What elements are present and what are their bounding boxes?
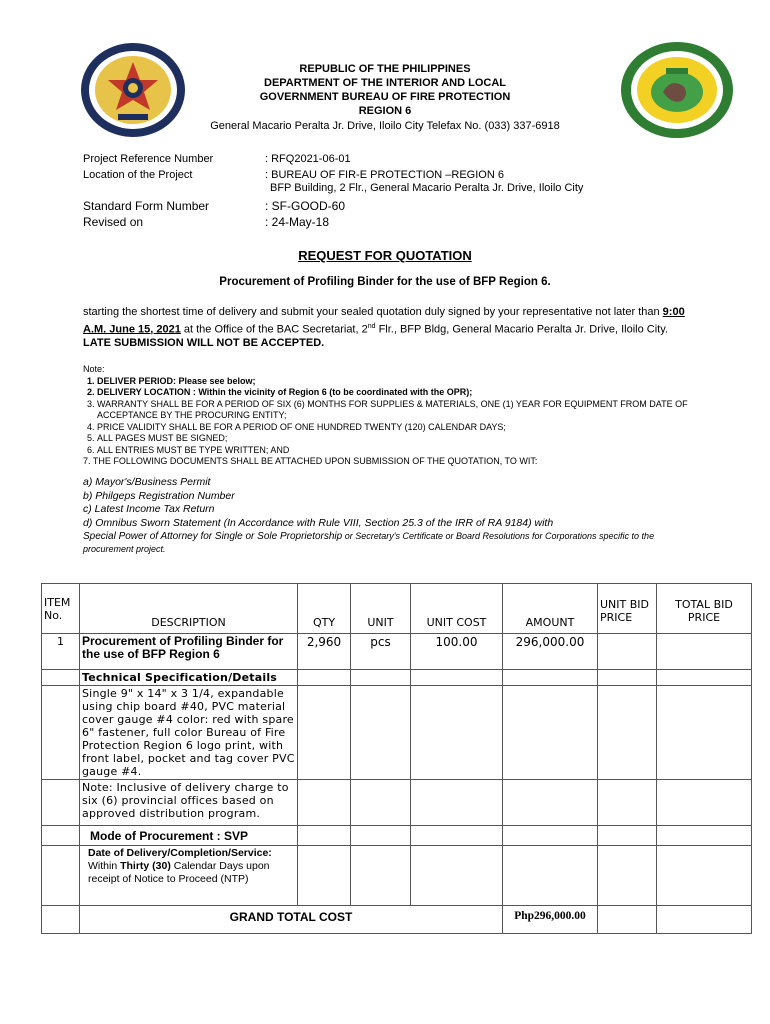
notes-block xyxy=(83,364,703,468)
notes-label: Note: xyxy=(83,364,105,374)
dilg-bfp-region6-seal-logo xyxy=(618,40,736,140)
table-row xyxy=(42,634,752,670)
delivery-date-label: Date of Delivery/Completion/Service: xyxy=(88,847,272,859)
note-item: 5. ALL PAGES MUST BE SIGNED; xyxy=(97,433,703,445)
row-description: Procurement of Profiling Binder for the use of BFP Region 6 xyxy=(80,634,298,670)
quotation-table xyxy=(41,583,752,934)
header-qty: QTY xyxy=(298,584,351,634)
instructions-part2: at the Office of the BAC Secretariat, 2 xyxy=(180,323,368,336)
delivery-schedule xyxy=(80,846,298,906)
project-ref-value: : RFQ2021-06-01 xyxy=(265,153,351,165)
header-amount: AMOUNT xyxy=(503,584,598,634)
document-subtitle: Procurement of Profiling Binder for the use of BFP Region 6. xyxy=(219,276,551,288)
header-unit-cost: UNIT COST xyxy=(411,584,503,634)
spec-label: Technical Specification/Details xyxy=(80,670,298,686)
row-unit-cost: 100.00 xyxy=(411,634,503,670)
row-amount: 296,000.00 xyxy=(503,634,598,670)
revised-on-value: : 24-May-18 xyxy=(265,215,330,229)
doc-omnibus: d) Omnibus Sworn Statement (In Accordance with Rule VIII, Section 25.3 of the IRR of RA 9184) with xyxy=(83,516,554,529)
location-label: Location of the Project xyxy=(83,169,193,181)
document-title: REQUEST FOR QUOTATION xyxy=(298,248,472,263)
note-item-7: 7. THE FOLLOWING DOCUMENTS SHALL BE ATTACHED UPON SUBMISSION OF THE QUOTATION, TO WIT: xyxy=(83,456,538,466)
note-item: 1. DELIVER PERIOD: Please see below; xyxy=(97,376,703,388)
submission-instructions xyxy=(83,306,703,350)
instructions-part1: starting the shortest time of delivery and submit your sealed quotation duly signed by your representative not later than xyxy=(83,306,663,318)
project-ref-label: Project Reference Number xyxy=(83,153,214,165)
doc-secretary-cert: or Secretary's Certificate or Board Resolutions for Corporations specific to the procurement project. xyxy=(83,531,655,554)
header-description: DESCRIPTION xyxy=(80,584,298,634)
row-item-no: 1 xyxy=(42,634,80,670)
row-unit: pcs xyxy=(351,634,411,670)
standard-form-value: : SF-GOOD-60 xyxy=(265,199,346,213)
location-value-line1: : BUREAU OF FIR-E PROTECTION –REGION 6 xyxy=(265,169,504,181)
header-bureau: GOVERNMENT BUREAU OF FIRE PROTECTION xyxy=(259,91,511,103)
delivery-date-text1: Within xyxy=(88,860,121,872)
header-republic: REPUBLIC OF THE PHILIPPINES xyxy=(299,63,471,75)
grand-total-value: Php296,000.00 xyxy=(503,906,598,934)
late-submission-warning: LATE SUBMISSION WILL NOT BE ACCEPTED. xyxy=(83,336,325,349)
mode-of-procurement: Mode of Procurement : SVP xyxy=(80,826,298,846)
agency-header xyxy=(180,62,590,118)
revised-on-label: Revised on xyxy=(83,215,144,229)
doc-mayors-permit: a) Mayor's/Business Permit xyxy=(83,476,211,488)
doc-spa: Special Power of Attorney for Single or Sole Proprietorship xyxy=(83,531,343,542)
header-unit: UNIT xyxy=(351,584,411,634)
grand-total-label: GRAND TOTAL COST xyxy=(80,906,503,934)
note-item: 4. PRICE VALIDITY SHALL BE FOR A PERIOD OF ONE HUNDRED TWENTY (120) CALENDAR DAYS; xyxy=(97,422,703,434)
instructions-part3: Flr., BFP Bldg, General Macario Peralta Jr. Drive, Iloilo City. xyxy=(375,323,668,336)
doc-philgeps: b) Philgeps Registration Number xyxy=(83,489,235,502)
doc-income-tax: c) Latest Income Tax Return xyxy=(83,503,215,515)
header-item-no: ITEM No. xyxy=(42,584,80,634)
header-total-bid-price: TOTAL BID PRICE xyxy=(657,584,752,634)
note-item: 3. WARRANTY SHALL BE FOR A PERIOD OF SIX (6) MONTHS FOR SUPPLIES & MATERIALS, ONE (1) YEAR FOR EQUIPMENT FROM DATE OF ACCEPTANCE BY THE PROCURING ENTITY; xyxy=(97,399,703,422)
note-item: 6. ALL ENTRIES MUST BE TYPE WRITTEN; AND xyxy=(97,445,703,457)
required-documents xyxy=(83,476,703,556)
delivery-date-text2: Calendar Days upon receipt of Notice to Proceed (NTP) xyxy=(88,860,270,885)
row-total-bid-cell xyxy=(657,634,752,670)
delivery-days: Thirty (30) xyxy=(120,860,171,872)
note-item: 2. DELIVERY LOCATION : Within the vicinity of Region 6 (to be coordinated with the OPR); xyxy=(97,387,703,399)
delivery-note: Note: Inclusive of delivery charge to six (6) provincial offices based on approved distribution program. xyxy=(80,780,298,826)
header-address: General Macario Peralta Jr. Drive, Iloilo City Telefax No. (033) 337-6918 xyxy=(210,120,560,132)
spec-details: Single 9" x 14" x 3 1/4, expandable using chip board #40, PVC material cover gauge #4 color: red with spare 6" fastener, full color Bureau of Fire Protection Region 6 logo print, with front label, pocket and tag cover PVC gauge #4. xyxy=(80,686,298,780)
grand-total-row xyxy=(42,906,752,934)
header-department: DEPARTMENT OF THE INTERIOR AND LOCAL xyxy=(264,77,506,89)
row-qty: 2,960 xyxy=(298,634,351,670)
header-region: REGION 6 xyxy=(358,105,412,117)
header-unit-bid-price: UNIT BID PRICE xyxy=(598,584,657,634)
table-header-row xyxy=(42,584,752,634)
standard-form-label: Standard Form Number xyxy=(83,199,210,213)
location-value-line2: BFP Building, 2 Flr., General Macario Peralta Jr. Drive, Iloilo City xyxy=(270,182,584,194)
row-unit-bid-cell xyxy=(598,634,657,670)
submission-deadline: 9:00 A.M. June 15, 2021 xyxy=(83,306,685,336)
instructions-sup: nd xyxy=(367,322,376,330)
